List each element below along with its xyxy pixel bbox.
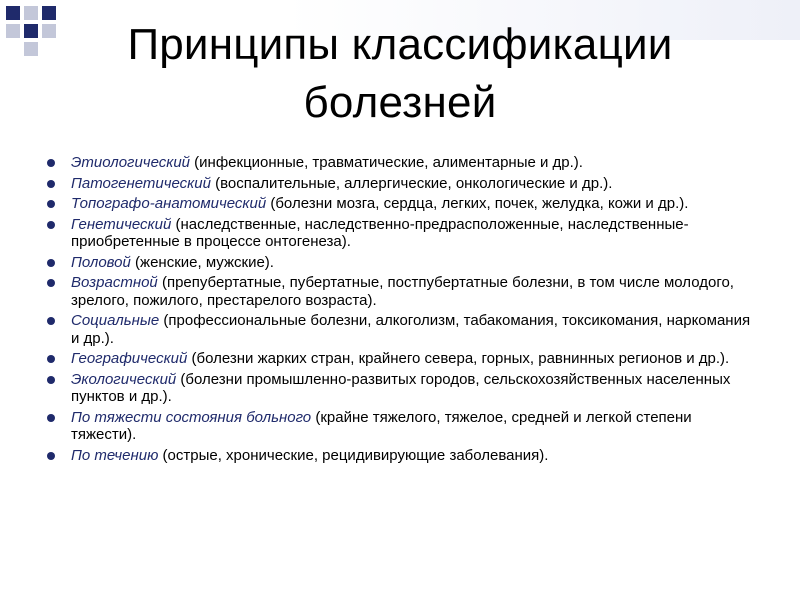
bullet-dot-icon [47, 180, 55, 188]
bullet-term: Этиологический [71, 154, 191, 171]
bullet-list [44, 154, 756, 467]
bullet-term: Топографо-анатомический [71, 195, 267, 212]
bullet-item [44, 447, 756, 465]
decor-square [6, 24, 20, 38]
bullet-term: Генетический [71, 215, 172, 233]
decor-square [24, 6, 38, 20]
bullet-description: (препубертатные, пубертатные, постпубертатные болезни, в том числе молодого, зрелого, пожилого, престарелого возраста). [71, 274, 734, 309]
slide-title: Принципы классификации болезней [127, 20, 673, 127]
decor-square [24, 42, 38, 56]
bullet-dot-icon [47, 317, 55, 325]
bullet-dot-icon [47, 355, 55, 363]
bullet-term: Патогенетический [71, 174, 211, 192]
bullet-dot-icon [47, 376, 55, 384]
bullet-term: По течению [71, 446, 159, 464]
bullet-term: Половой [71, 253, 131, 271]
bullet-description: (острые, хронические, рецидивирующие заболевания). [158, 446, 549, 464]
bullet-dot-icon [47, 259, 55, 267]
bullet-item [44, 371, 756, 406]
bullet-dot-icon [47, 414, 55, 422]
bullet-term: Возрастной [71, 274, 158, 291]
bullet-term: Географический [71, 350, 188, 367]
bullet-description: (воспалительные, аллергические, онкологические и др.). [210, 174, 613, 192]
bullet-description: (болезни мозга, сердца, легких, почек, желудка, кожи и др.). [266, 195, 689, 212]
bullet-term: Экологический [71, 370, 177, 388]
bullet-term: Социальные [71, 312, 160, 329]
bullet-description: (наследственные, наследственно-предрасположенные, наследственные-приобретенные в процессе онтогенеза). [71, 215, 689, 250]
bullet-item [44, 350, 756, 368]
bullet-description: (женские, мужские). [130, 253, 274, 271]
bullet-item [44, 409, 756, 444]
bullet-description: (болезни промышленно-развитых городов, сельскохозяйственных населенных пунктов и др.). [71, 370, 731, 405]
decor-square [6, 6, 20, 20]
bullet-item [44, 175, 756, 193]
bullet-dot-icon [47, 221, 55, 229]
bullet-item [44, 195, 756, 213]
bullet-description: (болезни жарких стран, крайнего севера, горных, равнинных регионов и др.). [187, 350, 730, 367]
bullet-item [44, 154, 756, 172]
bullet-item [44, 312, 756, 347]
bullet-description: (крайне тяжелого, тяжелое, средней и легкой степени тяжести). [71, 408, 692, 443]
bullet-item [44, 216, 756, 251]
bullet-dot-icon [47, 279, 55, 287]
decor-square [24, 24, 38, 38]
bullet-dot-icon [47, 159, 55, 167]
bullet-dot-icon [47, 200, 55, 208]
bullet-dot-icon [47, 452, 55, 460]
bullet-item [44, 274, 756, 309]
bullet-term: По тяжести состояния больного [71, 408, 312, 426]
bullet-description: (профессиональные болезни, алкоголизм, табакомания, токсикомания, наркомания и др.). [71, 312, 751, 347]
bullet-item [44, 254, 756, 272]
bullet-description: (инфекционные, травматические, алиментарные и др.). [190, 154, 583, 171]
